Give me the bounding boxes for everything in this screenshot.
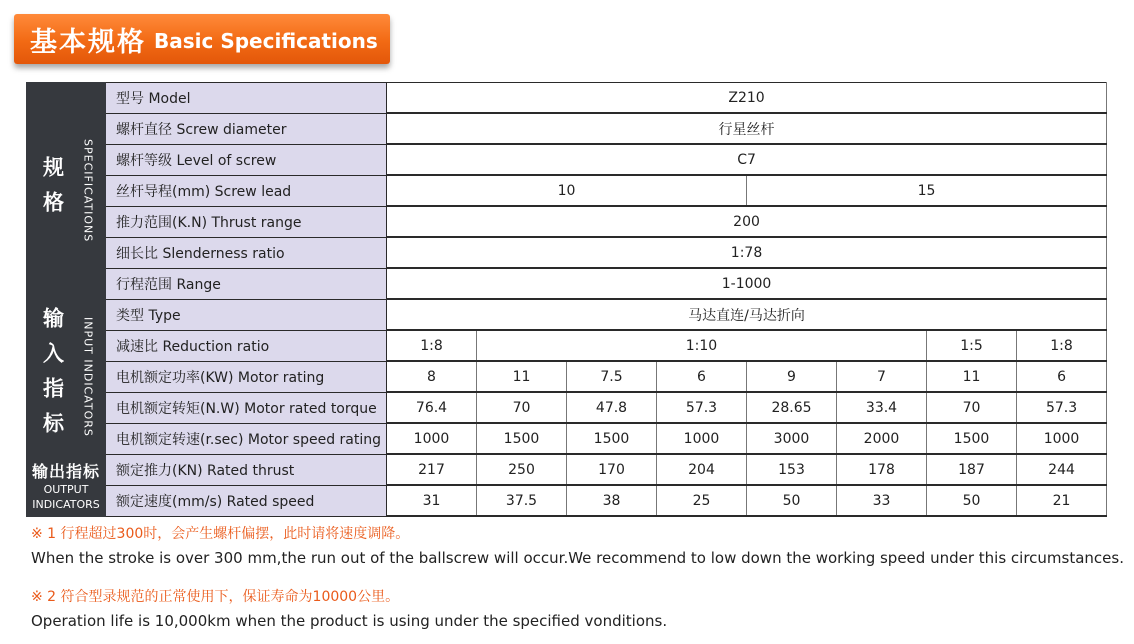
note-1-cn: ※ 1 行程超过300时，会产生螺杆偏摆，此时请将速度调降。 [31, 526, 410, 542]
group-specifications [27, 83, 106, 300]
table-cell: 2000 [837, 423, 927, 454]
table-cell: 1500 [477, 423, 567, 454]
row-label: 推力范围(K.N) Thrust range [106, 206, 387, 237]
table-cell: 31 [387, 485, 477, 516]
table-cell: 217 [387, 454, 477, 485]
table-cell: 204 [657, 454, 747, 485]
table-cell: 1000 [657, 423, 747, 454]
type-value: 马达直连/马达折向 [387, 299, 1107, 330]
row-label: 行程范围 Range [106, 268, 387, 299]
reduction-value: 1:10 [477, 330, 927, 361]
table-cell: 11 [477, 361, 567, 392]
table-cell: 1500 [927, 423, 1017, 454]
row-label: 电机额定转速(r.sec) Motor speed rating [106, 423, 387, 454]
table-cell: 47.8 [567, 392, 657, 423]
table-cell: 57.3 [657, 392, 747, 423]
group-spec-cn: 规格 [40, 155, 65, 226]
table-cell: 9 [747, 361, 837, 392]
group-input-en: INPUT INDICATORS [81, 316, 95, 437]
table-cell: 37.5 [477, 485, 567, 516]
table-cell: 1000 [1017, 423, 1107, 454]
reduction-value: 1:5 [927, 330, 1017, 361]
row-label: 细长比 Slenderness ratio [106, 237, 387, 268]
model-value: Z210 [387, 83, 1107, 114]
table-cell: 187 [927, 454, 1017, 485]
table-row [27, 206, 1107, 237]
table-cell: 1000 [387, 423, 477, 454]
table-cell: 7.5 [567, 361, 657, 392]
screw-level-value: C7 [387, 144, 1107, 175]
section-header [14, 14, 390, 64]
screw-diameter-value: 行星丝杆 [387, 113, 1107, 144]
table-row [27, 423, 1107, 454]
row-label: 额定推力(KN) Rated thrust [106, 454, 387, 485]
table-cell: 50 [747, 485, 837, 516]
table-cell: 1500 [567, 423, 657, 454]
table-row [27, 83, 1107, 114]
row-label: 电机额定转矩(N.W) Motor rated torque [106, 392, 387, 423]
row-label: 螺杆直径 Screw diameter [106, 113, 387, 144]
table-cell: 244 [1017, 454, 1107, 485]
row-label: 丝杆导程(mm) Screw lead [106, 175, 387, 206]
table-row [27, 392, 1107, 423]
table-cell: 170 [567, 454, 657, 485]
table-cell: 21 [1017, 485, 1107, 516]
table-cell: 153 [747, 454, 837, 485]
table-cell: 76.4 [387, 392, 477, 423]
group-output-en-1: OUTPUT [43, 482, 89, 496]
group-spec-en: SPECIFICATIONS [81, 139, 95, 243]
table-row [27, 454, 1107, 485]
row-label: 螺杆等级 Level of screw [106, 144, 387, 175]
table-cell: 178 [837, 454, 927, 485]
table-row [27, 299, 1107, 330]
row-label: 额定速度(mm/s) Rated speed [106, 485, 387, 516]
table-cell: 3000 [747, 423, 837, 454]
spec-table [26, 82, 1107, 517]
thrust-range-value: 200 [387, 206, 1107, 237]
reduction-value: 1:8 [387, 330, 477, 361]
table-row [27, 485, 1107, 516]
table-cell: 33 [837, 485, 927, 516]
section-title-cn: 基本规格 [30, 26, 146, 58]
table-row [27, 361, 1107, 392]
screw-lead-value: 10 [387, 175, 747, 206]
table-cell: 28.65 [747, 392, 837, 423]
group-output-cn: 输出指标 [31, 461, 100, 481]
table-cell: 70 [927, 392, 1017, 423]
group-input-cn: 输入指标 [40, 306, 65, 447]
table-row [27, 175, 1107, 206]
note-1-en: When the stroke is over 300 mm,the run out of the ballscrew will occur.We recommend to low down the working speed under this circumstances. [31, 549, 1124, 567]
table-cell: 11 [927, 361, 1017, 392]
screw-lead-value: 15 [747, 175, 1107, 206]
slenderness-value: 1:78 [387, 237, 1107, 268]
group-input-indicators [27, 299, 106, 454]
note-2-en: Operation life is 10,000km when the product is using under the specified vonditions. [31, 612, 668, 630]
table-row [27, 144, 1107, 175]
section-title-en: Basic Specifications [154, 29, 378, 53]
table-cell: 38 [567, 485, 657, 516]
table-cell: 6 [1017, 361, 1107, 392]
group-output-indicators [27, 454, 106, 516]
table-cell: 70 [477, 392, 567, 423]
row-label: 类型 Type [106, 299, 387, 330]
range-value: 1-1000 [387, 268, 1107, 299]
table-cell: 250 [477, 454, 567, 485]
table-cell: 6 [657, 361, 747, 392]
table-row [27, 330, 1107, 361]
table-cell: 50 [927, 485, 1017, 516]
row-label: 减速比 Reduction ratio [106, 330, 387, 361]
table-cell: 8 [387, 361, 477, 392]
table-row [27, 237, 1107, 268]
table-cell: 33.4 [837, 392, 927, 423]
note-2-cn: ※ 2 符合型录规范的正常使用下，保证寿命为10000公里。 [31, 589, 400, 605]
table-cell: 57.3 [1017, 392, 1107, 423]
row-label: 型号 Model [106, 83, 387, 114]
group-output-en-2: INDICATORS [32, 497, 100, 511]
table-row [27, 268, 1107, 299]
table-cell: 7 [837, 361, 927, 392]
reduction-value: 1:8 [1017, 330, 1107, 361]
row-label: 电机额定功率(KW) Motor rating [106, 361, 387, 392]
table-cell: 25 [657, 485, 747, 516]
table-row [27, 113, 1107, 144]
